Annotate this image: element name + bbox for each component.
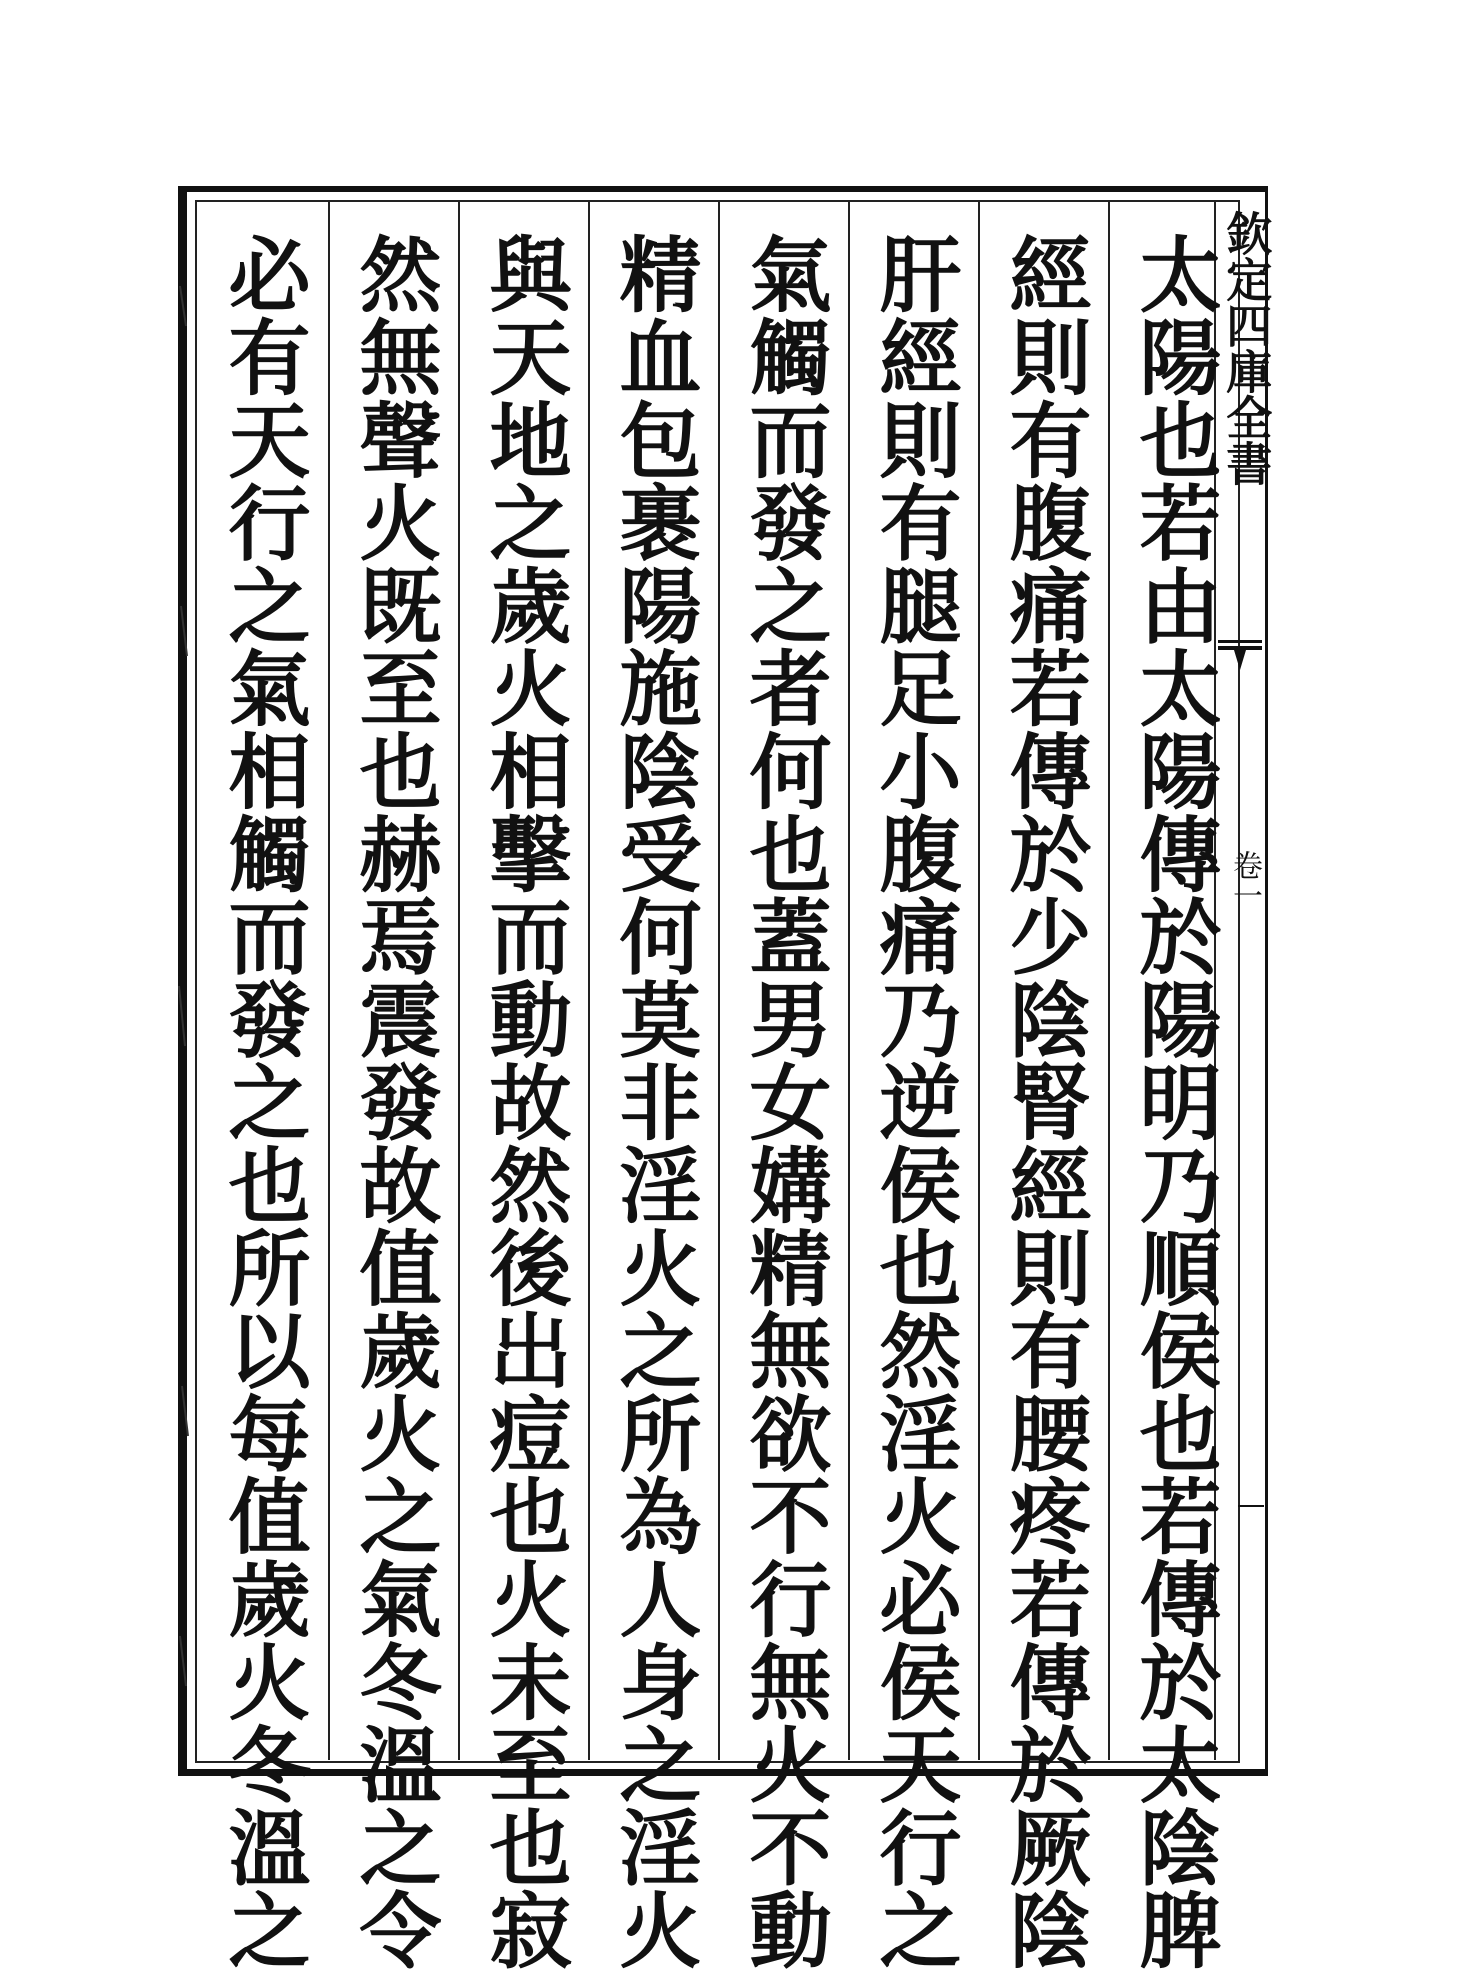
book-title: 欽定四庫全書 — [1219, 210, 1274, 486]
text-column — [198, 202, 328, 1971]
column-text: 必有天行之氣相觸而發之也所以每值歲火冬溫之 — [215, 232, 311, 1971]
column-text: 然無聲火既至也赫焉震發故值歲火之氣冬溫之令 — [346, 232, 442, 1971]
column-text: 肝經則有腿足小腹痛乃逆侯也然淫火必侯天行之 — [866, 232, 962, 1971]
margin-rule-mark — [1238, 1505, 1264, 1507]
text-column — [458, 202, 588, 1971]
column-text: 經則有腹痛若傳於少陰腎經則有腰疼若傳於厥陰 — [996, 232, 1092, 1971]
text-column — [588, 202, 718, 1971]
column-text: 氣觸而發之者何也蓋男女媾精無欲不行無火不動 — [736, 232, 832, 1971]
text-column — [848, 202, 978, 1971]
text-column — [1108, 202, 1238, 1971]
text-column — [328, 202, 458, 1971]
text-column — [978, 202, 1108, 1971]
worn-edge-decoration — [178, 186, 190, 1776]
volume-label: 卷一 — [1227, 850, 1262, 910]
column-text: 太陽也若由太陽傳於陽明乃順侯也若傳於太陰脾 — [1126, 232, 1222, 1971]
text-column — [718, 202, 848, 1971]
column-text: 與天地之歲火相擊而動故然後出痘也火未至也寂 — [476, 232, 572, 1971]
text-columns — [198, 202, 1238, 1971]
column-text: 精血包裹陽施陰受何莫非淫火之所為人身之淫火 — [606, 232, 702, 1971]
